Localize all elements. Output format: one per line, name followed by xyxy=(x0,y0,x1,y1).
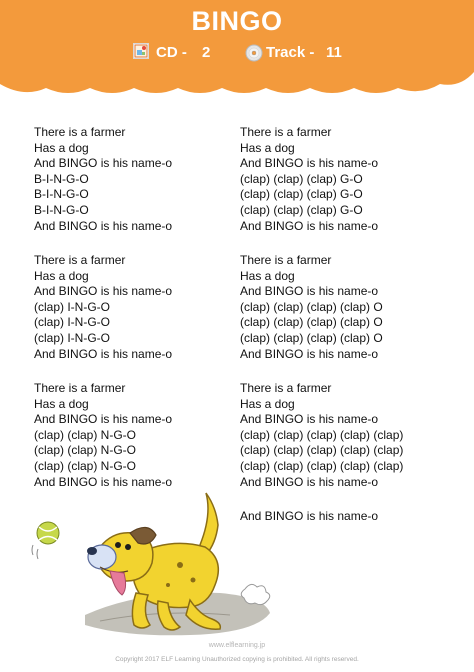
lyric-line: (clap) (clap) (clap) (clap) (clap) xyxy=(240,443,404,458)
lyric-line: There is a farmer xyxy=(240,125,332,139)
page-title: BINGO xyxy=(191,6,283,36)
lyric-line: (clap) (clap) (clap) (clap) O xyxy=(240,299,383,314)
lyric-line: And BINGO is his name-o xyxy=(240,509,379,523)
lyric-line: (clap) (clap) N-G-O xyxy=(34,427,137,442)
lyric-line: Has a dog xyxy=(34,396,89,411)
lyric-line: And BINGO is his name-o xyxy=(34,156,173,171)
lyric-line: Has a dog xyxy=(34,140,89,155)
lyric-line: (clap) (clap) (clap) (clap) (clap) xyxy=(240,427,404,442)
lyrics-right-column-3 xyxy=(240,381,403,490)
stanza-left-2 xyxy=(34,253,172,362)
track-number: 11 xyxy=(326,44,342,61)
lyric-line: And BINGO is his name-o xyxy=(240,156,379,171)
lyric-line: And BINGO is his name-o xyxy=(240,218,379,233)
lyric-line: (clap) (clap) (clap) G-O xyxy=(240,171,363,186)
lyric-line: And BINGO is his name-o xyxy=(34,474,173,489)
dog-with-ball-illustration xyxy=(30,485,280,650)
lyric-line: (clap) (clap) N-G-O xyxy=(34,458,137,473)
lyric-line: And BINGO is his name-o xyxy=(240,474,379,489)
lyric-line: There is a farmer xyxy=(34,125,126,139)
lyric-line: (clap) I-N-G-O xyxy=(34,299,110,314)
lyric-line: B-I-N-G-O xyxy=(34,171,89,186)
lyric-line: Has a dog xyxy=(240,140,295,155)
lyrics-left-column-2 xyxy=(34,253,172,362)
lyric-line: (clap) (clap) (clap) (clap) O xyxy=(240,315,383,330)
track-label: Track - xyxy=(266,44,315,61)
stanza-right-3 xyxy=(240,381,403,490)
lyric-line: (clap) (clap) (clap) (clap) O xyxy=(240,330,383,345)
lyric-line: And BINGO is his name-o xyxy=(34,346,173,361)
lyric-line: And BINGO is his name-o xyxy=(34,284,173,299)
lyric-line: (clap) (clap) N-G-O xyxy=(34,443,137,458)
footer-brand: www.elflearning.jp xyxy=(208,642,266,649)
footer-copyright: Copyright 2017 ELF Learning Unauthorized copying is prohibited. All rights reserved. xyxy=(115,656,359,663)
lyric-line: (clap) I-N-G-O xyxy=(34,315,110,330)
stanza-left-3 xyxy=(34,381,172,490)
lyric-line: (clap) (clap) (clap) G-O xyxy=(240,187,363,202)
lyric-line: There is a farmer xyxy=(240,381,332,395)
stanza-left-1 xyxy=(34,125,172,234)
lyrics-left-column xyxy=(34,125,172,234)
lyric-line: And BINGO is his name-o xyxy=(240,346,379,361)
stanza-right-2 xyxy=(240,253,383,362)
lyric-line: There is a farmer xyxy=(34,381,126,395)
lyric-line: (clap) (clap) (clap) (clap) (clap) xyxy=(240,458,404,473)
lyrics-right-column xyxy=(240,125,378,234)
lyrics-right-column-2 xyxy=(240,253,383,362)
cd-case-icon xyxy=(133,43,149,59)
lyric-line: And BINGO is his name-o xyxy=(34,218,173,233)
lyric-line: (clap) (clap) (clap) G-O xyxy=(240,202,363,217)
stanza-right-1 xyxy=(240,125,378,234)
lyrics-left-column-3 xyxy=(34,381,172,490)
lyric-line: Has a dog xyxy=(240,268,295,283)
lyric-line: And BINGO is his name-o xyxy=(34,412,173,427)
lyric-line: Has a dog xyxy=(34,268,89,283)
cd-number: 2 xyxy=(202,44,211,61)
lyric-line: And BINGO is his name-o xyxy=(240,412,379,427)
lyric-line: Has a dog xyxy=(240,396,295,411)
lyric-line: There is a farmer xyxy=(240,253,332,267)
lyric-line: And BINGO is his name-o xyxy=(240,284,379,299)
cd-label: CD - xyxy=(156,44,187,61)
lyric-line: B-I-N-G-O xyxy=(34,202,89,217)
lyric-line: (clap) I-N-G-O xyxy=(34,330,110,345)
lyric-line: There is a farmer xyxy=(34,253,126,267)
disc-icon xyxy=(245,44,263,67)
lyric-line: B-I-N-G-O xyxy=(34,187,89,202)
